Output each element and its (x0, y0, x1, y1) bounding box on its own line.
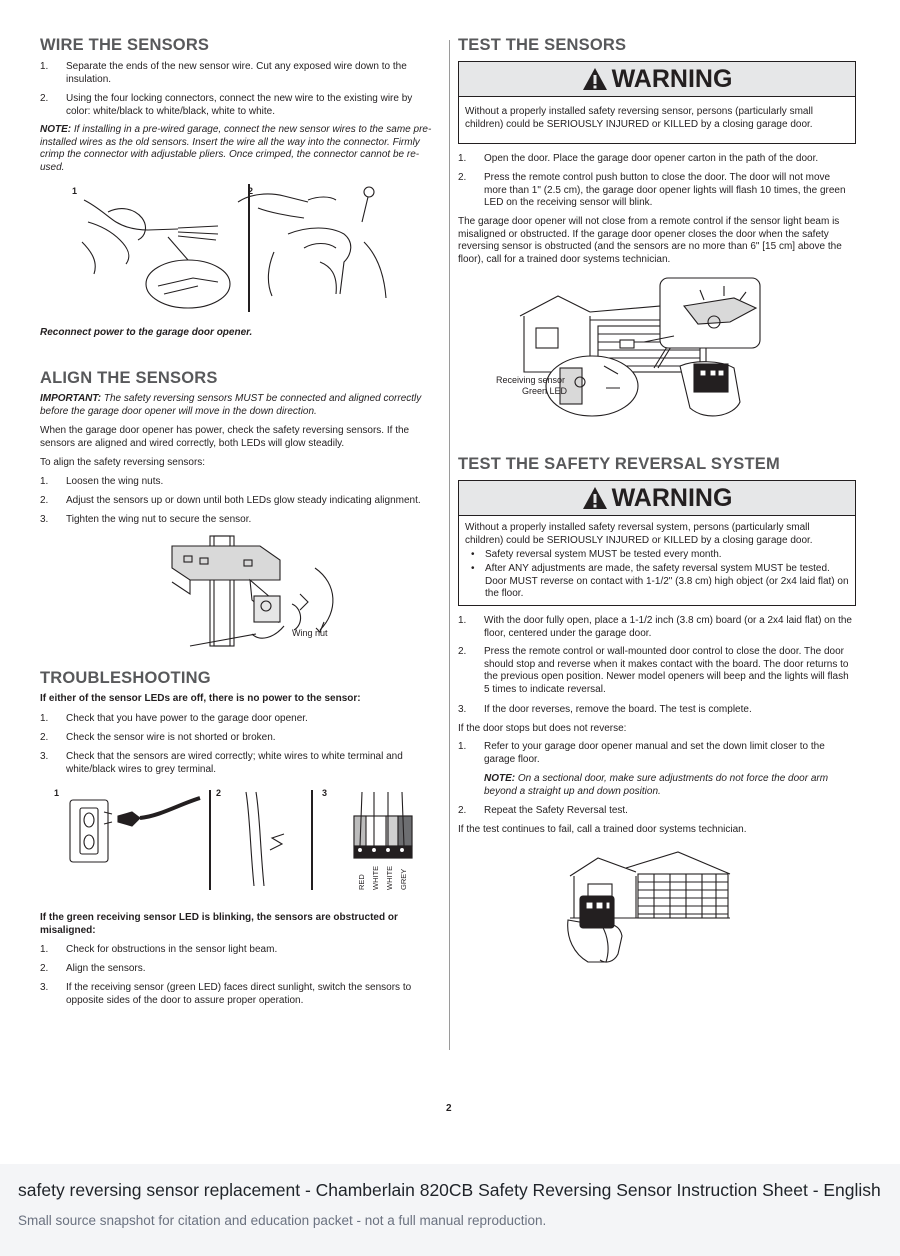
receiving-sensor-caption: Receiving sensor (496, 375, 566, 385)
important-note: IMPORTANT: The safety reversing sensors MUST be connected and aligned correctly before the garage door opener will move in the down direction. (40, 393, 422, 417)
list-item: 3. Check that the sensors are wired correctly; white wires to white terminal and white/black wires to grey terminal. (40, 751, 403, 775)
test-sensors-paragraph: The garage door opener will not close from a remote control if the sensor light beam is misaligned or obstructed. If the garage door opener closes the door when the safety reversing sensor is obstructed (and the sensors are no more than 6" [15 cm] above the floor), call for a trained door systems technician. (458, 216, 842, 265)
column-divider (449, 40, 450, 1050)
banner-title: safety reversing sensor replacement - Chamberlain 820CB Safety Reversing Sensor Instruction Sheet - English (18, 1180, 881, 1200)
list-item: 1. Check that you have power to the garage door opener. (40, 713, 308, 724)
source-banner (0, 1164, 900, 1256)
wiring-figure (68, 182, 413, 314)
green-led-caption: Green LED (522, 386, 568, 396)
bullet-item: • After ANY adjustments are made, the safety reversal system MUST be tested. Door MUST reverse on contact with 1-1/2" (3.8 cm) high object (or 2x4 laid flat) on the floor. (471, 563, 849, 599)
terminal-label-grey: GREY (399, 868, 408, 890)
figure-step-label: 2 (216, 788, 222, 798)
warning-title: WARNING (611, 64, 733, 93)
list-item: 3. If the door reverses, remove the board. The test is complete. (458, 704, 752, 715)
list-item: 1. Separate the ends of the new sensor wire. Cut any exposed wire down to the insulation. (40, 61, 407, 85)
reversal-test-figure (566, 846, 732, 966)
list-item: 3. Tighten the wing nut to secure the sensor. (40, 514, 252, 525)
warning-text: Without a properly installed safety reversing sensor, persons (particularly small children) could be SERIOUSLY INJURED or KILLED by a closing garage door. (465, 106, 813, 130)
test-sensors-heading: TEST THE SENSORS (458, 36, 627, 54)
warning-box (458, 97, 856, 144)
test-reversal-heading: TEST THE SAFETY REVERSAL SYSTEM (458, 455, 780, 473)
list-item: 2. Align the sensors. (40, 963, 146, 974)
list-item: 1. Loosen the wing nuts. (40, 476, 164, 487)
banner-subtitle: Small source snapshot for citation and education packet - not a full manual reproduction. (18, 1213, 547, 1228)
list-item: 3. If the receiving sensor (green LED) faces direct sunlight, switch the sensors to opposite sides of the door to assure proper operation. (40, 982, 412, 1006)
align-intro: To align the safety reversing sensors: (40, 457, 206, 468)
warning-text: Without a properly installed safety reversal system, persons (particularly small children) could be SERIOUSLY INJURED or KILLED by a closing garage door. (465, 522, 813, 546)
warning-title: WARNING (611, 483, 733, 512)
if-not-reverse: If the door stops but does not reverse: (458, 723, 627, 734)
warning-box (458, 516, 856, 606)
list-item: 2. Press the remote control or wall-mounted door control to close the door. The door should stop and reverse when it makes contact with the board. The door returns to the previous open position. Newer model openers will beep and the lights will flash 5 times to indicate reversal. (458, 646, 849, 695)
figure-step-label: 2 (248, 186, 254, 196)
garage-test-figure (494, 276, 806, 426)
figure-step-label: 1 (54, 788, 60, 798)
list-item: 2. Using the four locking connectors, connect the new wire to the existing wire by color: white/black to white/black, white to white. (40, 93, 413, 117)
wing-nut-caption: Wing nut (292, 628, 328, 638)
figure-step-label: 3 (322, 788, 328, 798)
warning-triangle-icon (582, 486, 608, 510)
list-item: 2. Check the sensor wire is not shorted or broken. (40, 732, 276, 743)
wire-sensors-heading: WIRE THE SENSORS (40, 36, 210, 54)
wire-note: NOTE: If installing in a pre-wired garage, connect the new sensor wires to the same pre-installed wires as the old sensors. Insert the wire all the way into the connector. Firmly crimp the connector with adjustable pliers. Once crimped, the connector cannot be re-used. (40, 124, 432, 173)
fail-note: If the test continues to fail, call a trained door systems technician. (458, 824, 747, 835)
list-item: 2. Repeat the Safety Reversal test. (458, 805, 628, 816)
list-item: 1. With the door fully open, place a 1-1/2 inch (3.8 cm) board (or a 2x4 laid flat) on the floor, centered under the garage door. (458, 615, 852, 639)
page-number: 2 (446, 1103, 452, 1114)
reconnect-power-note: Reconnect power to the garage door opener. (40, 327, 253, 338)
power-lead: If either of the sensor LEDs are off, there is no power to the sensor: (40, 693, 361, 704)
sectional-door-note: NOTE: On a sectional door, make sure adjustments do not force the door arm beyond a straight up and down position. (484, 773, 829, 797)
warning-triangle-icon (582, 67, 608, 91)
list-item: 1. Refer to your garage door opener manual and set the down limit closer to the garage floor. (458, 741, 825, 765)
warning-banner (458, 61, 856, 97)
align-paragraph: When the garage door opener has power, check the safety reversing sensors. If the sensors are aligned and wired correctly, both LEDs will glow steadily. (40, 425, 410, 449)
align-sensors-heading: ALIGN THE SENSORS (40, 369, 218, 387)
blinking-lead: If the green receiving sensor LED is blinking, the sensors are obstructed or misaligned: (40, 912, 398, 936)
terminal-labels (353, 862, 413, 902)
troubleshooting-heading: TROUBLESHOOTING (40, 669, 211, 687)
bullet-item: • Safety reversal system MUST be tested every month. (471, 549, 722, 560)
list-item: 2. Adjust the sensors up or down until both LEDs glow steady indicating alignment. (40, 495, 421, 506)
warning-banner (458, 480, 856, 516)
figure-step-label: 1 (72, 186, 78, 196)
terminal-label-white: WHITE (385, 865, 394, 890)
list-item: 1. Open the door. Place the garage door opener carton in the path of the door. (458, 153, 819, 164)
list-item: 1. Check for obstructions in the sensor light beam. (40, 944, 278, 955)
list-item: 2. Press the remote control push button to close the door. The door will not move more than 1" (2.5 cm), the garage door opener lights will flash 10 times, the green LED on the receiving sensor will blink. (458, 172, 846, 208)
terminal-label-white: WHITE (371, 865, 380, 890)
terminal-label-red: RED (357, 874, 366, 890)
